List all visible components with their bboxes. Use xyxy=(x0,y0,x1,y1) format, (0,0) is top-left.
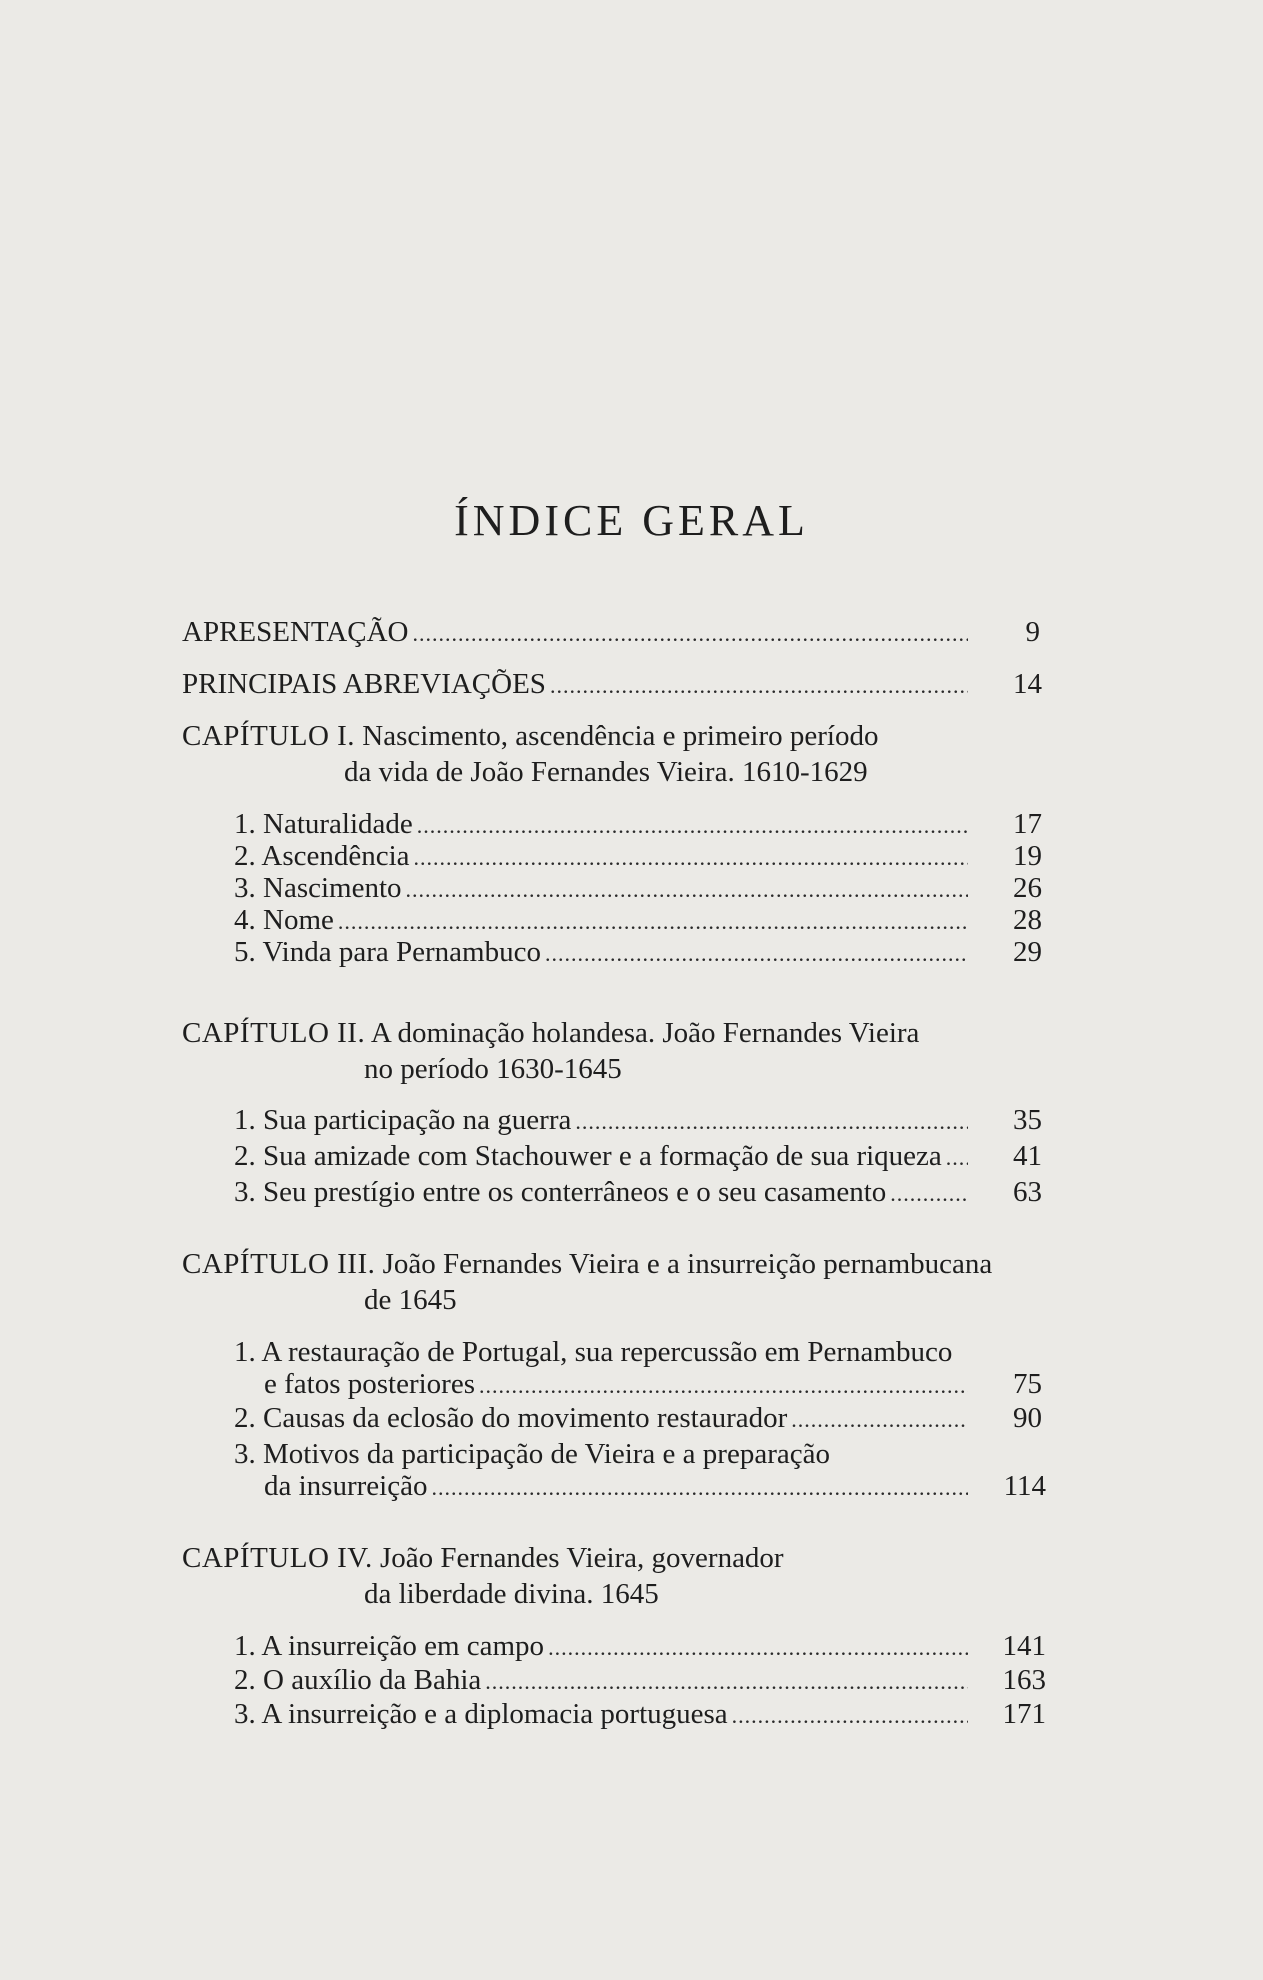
chapter-heading-3[interactable] xyxy=(182,1246,992,1282)
chapter-label: CAPÍTULO IV. xyxy=(182,1542,373,1574)
toc-entry[interactable] xyxy=(234,1138,972,1176)
toc-entry[interactable] xyxy=(264,1468,972,1506)
toc-entry[interactable] xyxy=(234,1102,972,1140)
entry-page-number: 90 xyxy=(1013,1402,1042,1434)
leader-dots xyxy=(412,616,968,652)
entry-label: 2. O auxílio da Bahia xyxy=(234,1664,482,1696)
chapter-title-line-2: no período 1630-1645 xyxy=(364,1053,622,1085)
entry-label: APRESENTAÇÃO xyxy=(182,616,409,648)
toc-entry-first-line: 1. A restauração de Portugal, sua repercussão em Pernambuco xyxy=(234,1336,953,1368)
chapter-heading-2[interactable] xyxy=(182,1015,919,1051)
leader-dots xyxy=(575,1104,968,1140)
entry-label: 4. Nome xyxy=(234,904,334,936)
chapter-label: CAPÍTULO I. xyxy=(182,720,356,752)
entry-page-number: 14 xyxy=(1013,668,1042,700)
toc-entry[interactable] xyxy=(234,1628,972,1666)
leader-dots xyxy=(890,1176,968,1212)
toc-entry[interactable] xyxy=(234,1696,972,1734)
leader-dots xyxy=(479,1368,968,1404)
toc-entry[interactable] xyxy=(234,1400,972,1438)
chapter-title-line-2: da liberdade divina. 1645 xyxy=(364,1578,659,1610)
entry-page-number: 163 xyxy=(1002,1664,1046,1696)
chapter-title-line-2: da vida de João Fernandes Vieira. 1610-1629 xyxy=(344,756,868,788)
leader-dots xyxy=(545,936,968,972)
entry-page-number: 75 xyxy=(1013,1368,1042,1400)
chapter-label: CAPÍTULO III. xyxy=(182,1248,376,1280)
chapter-heading-1[interactable] xyxy=(182,718,878,754)
entry-label: da insurreição xyxy=(264,1470,428,1502)
entry-label: e fatos posteriores xyxy=(264,1368,475,1400)
entry-label: 1. A insurreição em campo xyxy=(234,1630,545,1662)
chapter-title-line-2: de 1645 xyxy=(364,1284,457,1316)
leader-dots xyxy=(485,1664,968,1700)
chapter-label: CAPÍTULO II. xyxy=(182,1017,366,1049)
entry-label: PRINCIPAIS ABREVIAÇÕES xyxy=(182,668,546,700)
entry-page-number: 35 xyxy=(1013,1104,1042,1136)
page-title: ÍNDICE GERAL xyxy=(454,496,809,545)
leader-dots xyxy=(732,1698,968,1734)
entry-page-number: 41 xyxy=(1013,1140,1042,1172)
toc-entry-first-line: 3. Motivos da participação de Vieira e a preparação xyxy=(234,1438,830,1470)
entry-page-number: 28 xyxy=(1013,904,1042,936)
entry-page-number: 63 xyxy=(1013,1176,1042,1208)
leader-dots xyxy=(550,668,968,704)
entry-page-number: 26 xyxy=(1013,872,1042,904)
entry-page-number: 9 xyxy=(1025,616,1040,648)
chapter-title-line-1: A dominação holandesa. João Fernandes Vieira xyxy=(370,1017,920,1049)
entry-page-number: 141 xyxy=(1002,1630,1046,1662)
chapter-title-line-1: Nascimento, ascendência e primeiro período xyxy=(362,720,879,752)
toc-entry[interactable] xyxy=(234,934,972,972)
leader-dots xyxy=(791,1402,968,1438)
entry-label: 1. Naturalidade xyxy=(234,808,413,840)
entry-page-number: 171 xyxy=(1002,1698,1046,1730)
entry-label: 3. A insurreição e a diplomacia portuguesa xyxy=(234,1698,728,1730)
leader-dots xyxy=(548,1630,968,1666)
entry-page-number: 114 xyxy=(1003,1470,1046,1502)
entry-label: 5. Vinda para Pernambuco xyxy=(234,936,541,968)
entry-label: 2. Causas da eclosão do movimento restaurador xyxy=(234,1402,788,1434)
entry-label: 3. Nascimento xyxy=(234,872,402,904)
entry-page-number: 17 xyxy=(1013,808,1042,840)
entry-page-number: 29 xyxy=(1013,936,1042,968)
entry-label: 1. Sua participação na guerra xyxy=(234,1104,572,1136)
toc-entry[interactable] xyxy=(234,1662,972,1700)
leader-dots xyxy=(431,1470,968,1506)
chapter-title-line-1: João Fernandes Vieira, governador xyxy=(380,1542,784,1574)
toc-entry[interactable] xyxy=(264,1366,972,1404)
entry-label: 3. Seu prestígio entre os conterrâneos e o seu casamento xyxy=(234,1176,887,1208)
entry-page-number: 19 xyxy=(1013,840,1042,872)
toc-entry[interactable] xyxy=(234,1174,972,1212)
chapter-heading-4[interactable] xyxy=(182,1540,784,1576)
entry-label: 2. Ascendência xyxy=(234,840,410,872)
entry-label: 2. Sua amizade com Stachouwer e a formação de sua riqueza xyxy=(234,1140,942,1172)
toc-entry-presentation[interactable] xyxy=(182,614,972,652)
chapter-title-line-1: João Fernandes Vieira e a insurreição pernambucana xyxy=(382,1248,993,1280)
toc-entry-abbreviations[interactable] xyxy=(182,666,972,704)
leader-dots xyxy=(946,1140,968,1176)
